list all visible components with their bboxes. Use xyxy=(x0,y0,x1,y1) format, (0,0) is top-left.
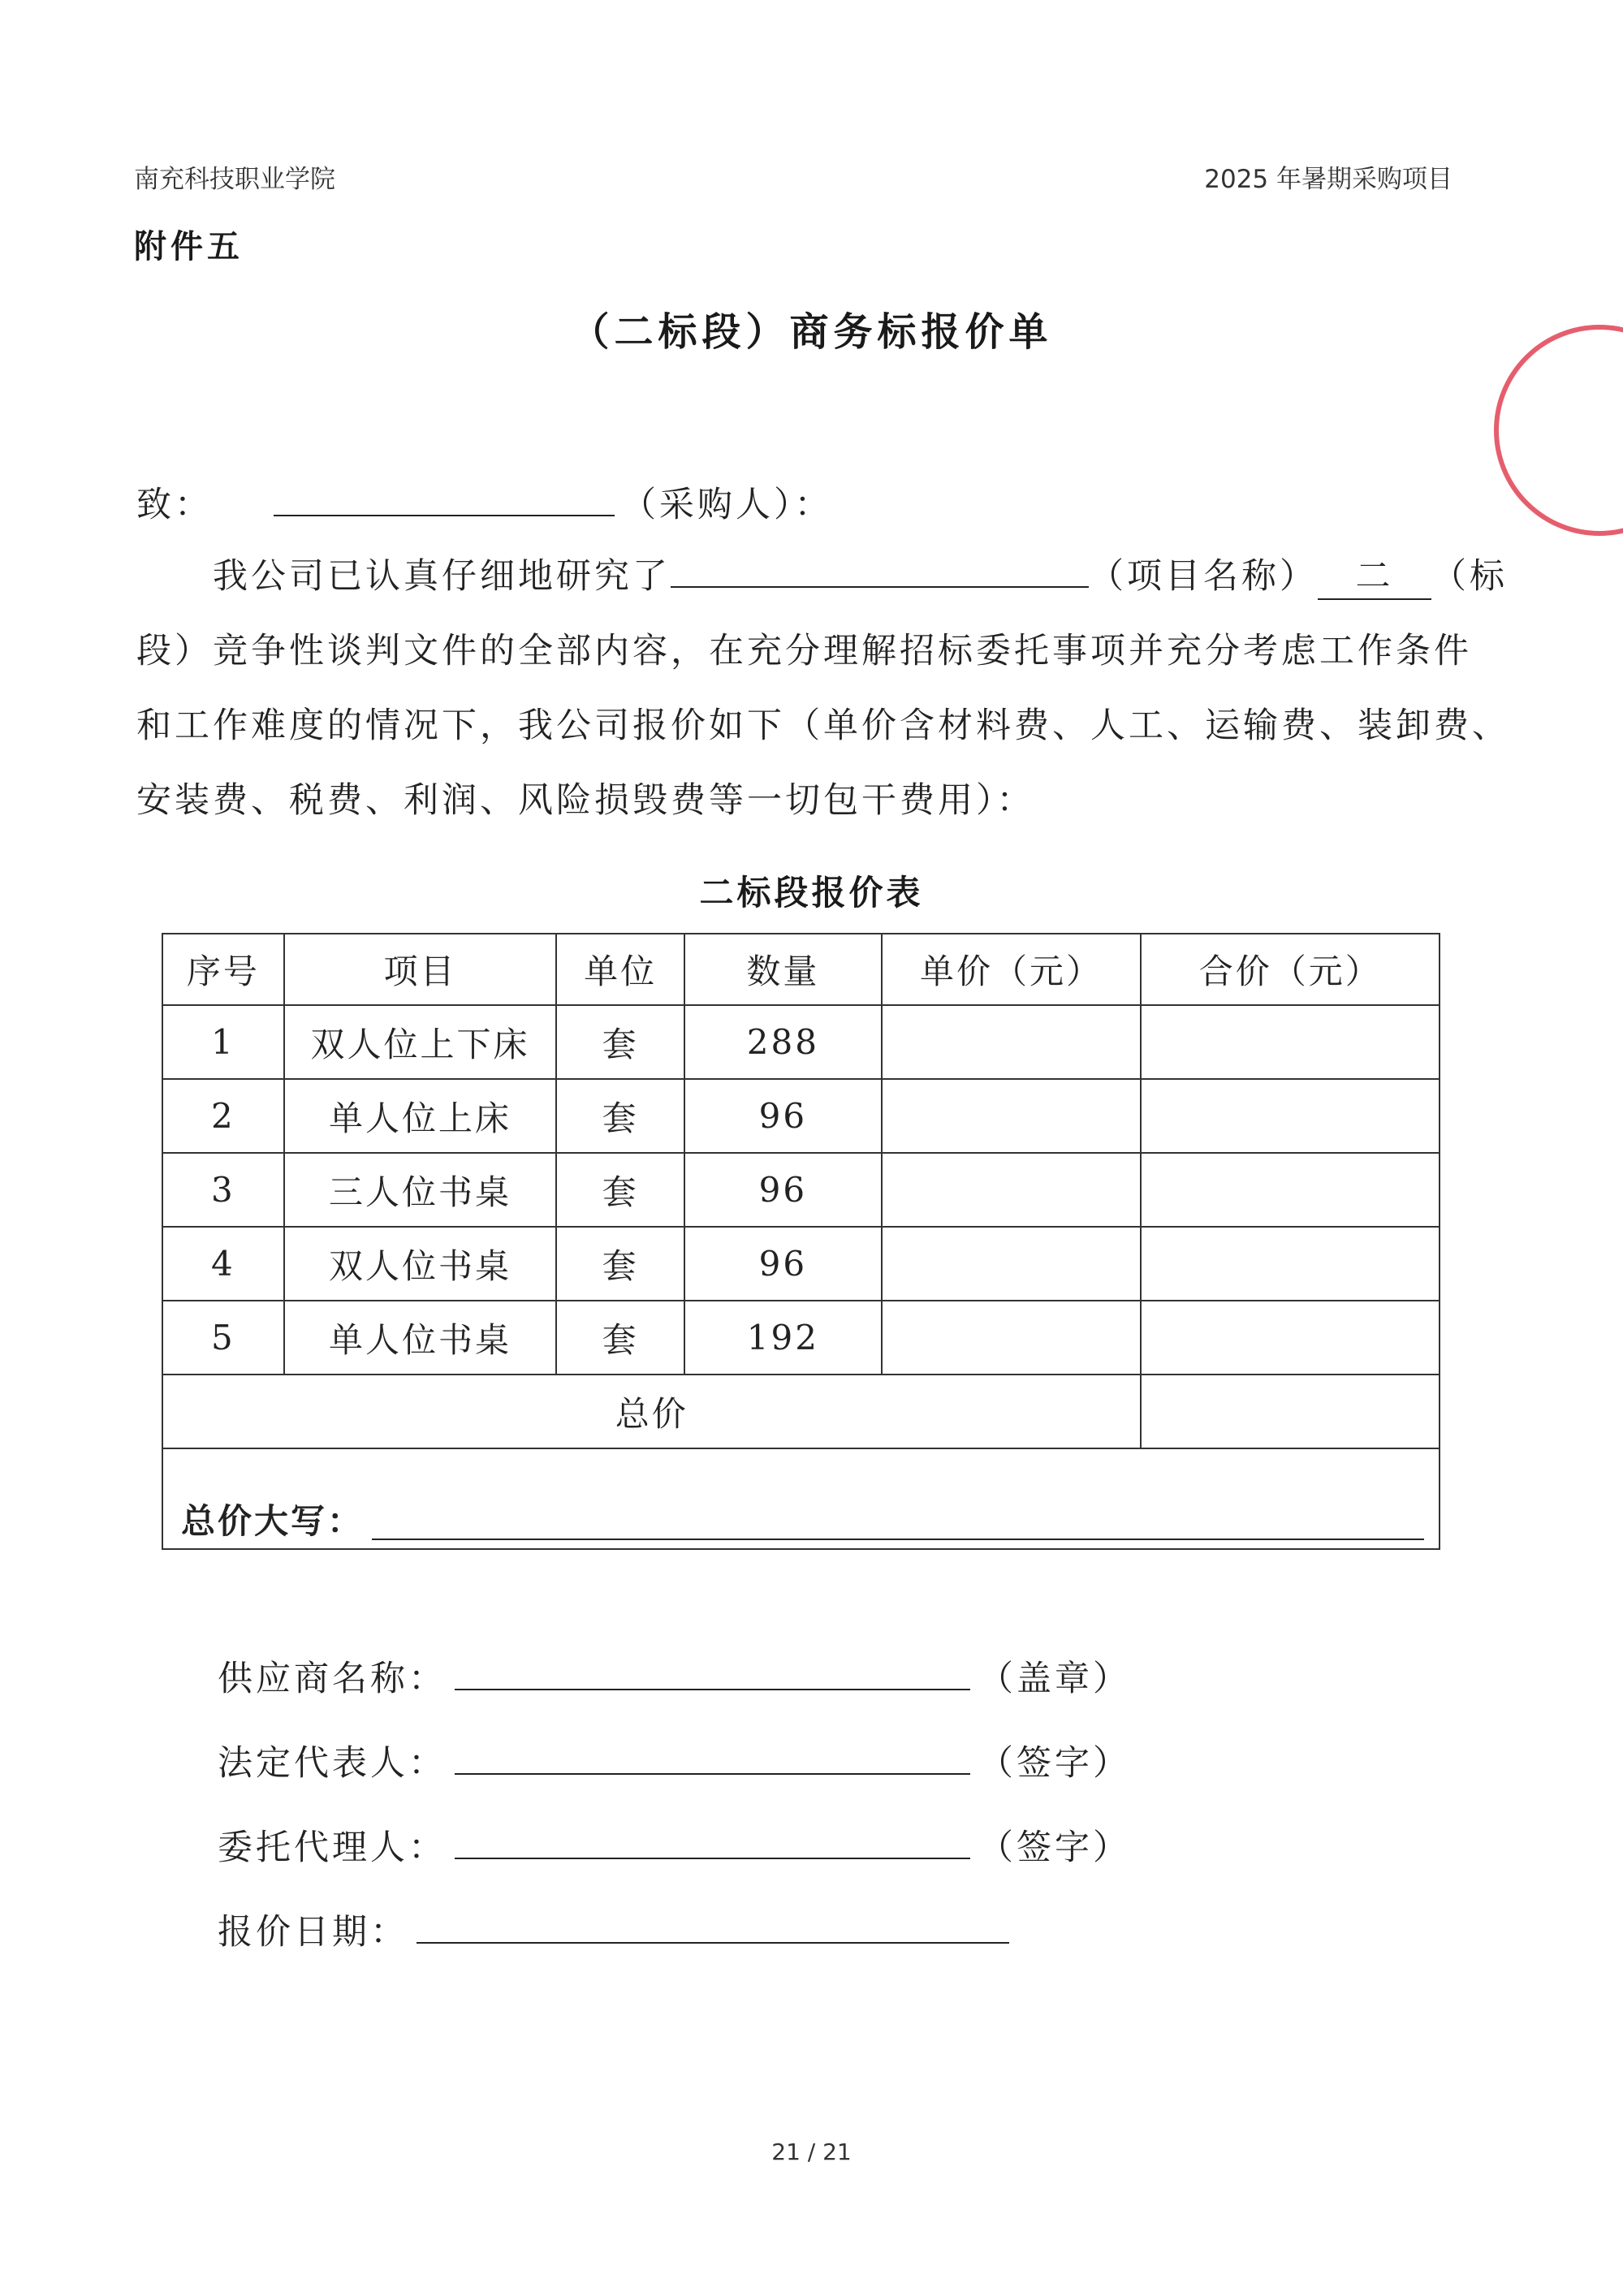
legal-rep-note: （签字） xyxy=(978,1743,1131,1784)
cell-item: 双人位书桌 xyxy=(284,1227,556,1301)
total-in-words-label: 总价大写： xyxy=(181,1501,365,1541)
col-header-subtotal: 合价（元） xyxy=(1141,934,1440,1005)
agent-note: （签字） xyxy=(978,1828,1131,1868)
cell-subtotal[interactable] xyxy=(1141,1227,1440,1301)
recipient-suffix: （采购人）： xyxy=(621,485,833,525)
supplier-note: （盖章） xyxy=(978,1659,1131,1699)
attachment-label: 附件五 xyxy=(134,228,244,265)
cell-quantity: 288 xyxy=(684,1005,882,1079)
total-value-cell[interactable] xyxy=(1141,1375,1440,1448)
supplier-label: 供应商名称： xyxy=(218,1659,447,1699)
date-blank[interactable] xyxy=(417,1942,1009,1944)
page-title: （二标段）商务标报价单 xyxy=(570,309,1053,355)
cell-unit: 套 xyxy=(556,1227,684,1301)
cell-unit-price[interactable] xyxy=(882,1301,1142,1375)
total-in-words-blank[interactable] xyxy=(372,1537,1424,1540)
col-header-unit: 单位 xyxy=(556,934,684,1005)
cell-unit-price[interactable] xyxy=(882,1005,1142,1079)
seal-stamp-partial xyxy=(1494,325,1623,536)
cell-unit: 套 xyxy=(556,1079,684,1153)
cell-unit: 套 xyxy=(556,1153,684,1227)
total-label: 总价 xyxy=(162,1375,1141,1448)
intro-line-3: 和工作难度的情况下，我公司报价如下（单价含材料费、人工、运输费、装卸费、 xyxy=(136,706,1510,746)
supplier-name-blank[interactable] xyxy=(455,1689,970,1690)
cell-subtotal[interactable] xyxy=(1141,1153,1440,1227)
signature-row-agent xyxy=(218,1820,1131,1870)
col-header-unit-price: 单价（元） xyxy=(882,934,1142,1005)
table-row xyxy=(162,1079,1440,1153)
recipient-prefix: 致： xyxy=(136,485,213,525)
cell-quantity: 96 xyxy=(684,1227,882,1301)
table-row xyxy=(162,1227,1440,1301)
cell-index: 1 xyxy=(162,1005,284,1079)
total-row xyxy=(162,1375,1440,1448)
cell-item: 单人位上床 xyxy=(284,1079,556,1153)
legal-rep-label: 法定代表人： xyxy=(218,1743,447,1784)
page-number: 21 / 21 xyxy=(771,2138,852,2165)
cell-item: 双人位上下床 xyxy=(284,1005,556,1079)
cell-quantity: 192 xyxy=(684,1301,882,1375)
col-header-index: 序号 xyxy=(162,934,284,1005)
intro-line-4: 安装费、税费、利润、风险损毁费等一切包干费用）： xyxy=(136,780,1035,821)
col-header-item: 项目 xyxy=(284,934,556,1005)
table-caption: 二标段报价表 xyxy=(699,873,924,913)
signature-row-date xyxy=(218,1905,1009,1954)
legal-rep-blank[interactable] xyxy=(455,1773,970,1775)
cell-subtotal[interactable] xyxy=(1141,1079,1440,1153)
cell-index: 2 xyxy=(162,1079,284,1153)
total-in-words-row xyxy=(162,1448,1440,1549)
col-header-quantity: 数量 xyxy=(684,934,882,1005)
table-row xyxy=(162,1005,1440,1079)
intro-line-2: 段）竞争性谈判文件的全部内容，在充分理解招标委托事项并充分考虑工作条件 xyxy=(136,631,1472,671)
project-name-blank[interactable] xyxy=(671,586,1089,588)
cell-quantity: 96 xyxy=(684,1079,882,1153)
agent-blank[interactable] xyxy=(455,1858,970,1859)
cell-unit-price[interactable] xyxy=(882,1153,1142,1227)
cell-item: 单人位书桌 xyxy=(284,1301,556,1375)
lot-number-field[interactable]: 二 xyxy=(1318,549,1431,600)
recipient-line xyxy=(136,477,833,527)
cell-subtotal[interactable] xyxy=(1141,1005,1440,1079)
cell-unit: 套 xyxy=(556,1005,684,1079)
cell-unit: 套 xyxy=(556,1301,684,1375)
total-in-words-cell xyxy=(162,1448,1440,1549)
signature-row-supplier xyxy=(218,1651,1131,1701)
cell-unit-price[interactable] xyxy=(882,1079,1142,1153)
cell-subtotal[interactable] xyxy=(1141,1301,1440,1375)
cell-index: 5 xyxy=(162,1301,284,1375)
table-row xyxy=(162,1153,1440,1227)
purchaser-blank[interactable] xyxy=(274,515,615,516)
table-row xyxy=(162,1301,1440,1375)
cell-index: 4 xyxy=(162,1227,284,1301)
table-header-row xyxy=(162,934,1440,1005)
signature-row-legal-rep xyxy=(218,1736,1131,1785)
cell-quantity: 96 xyxy=(684,1153,882,1227)
cell-index: 3 xyxy=(162,1153,284,1227)
date-label: 报价日期： xyxy=(218,1912,408,1953)
cell-item: 三人位书桌 xyxy=(284,1153,556,1227)
agent-label: 委托代理人： xyxy=(218,1828,447,1868)
header-project: 2025 年暑期采购项目 xyxy=(1204,165,1452,194)
cell-unit-price[interactable] xyxy=(882,1227,1142,1301)
intro-line-1: 我公司已认真仔细地研究了 （项目名称） 二 （标 xyxy=(213,549,1508,600)
quote-table xyxy=(162,933,1440,1550)
header-school: 南充科技职业学院 xyxy=(134,165,335,194)
